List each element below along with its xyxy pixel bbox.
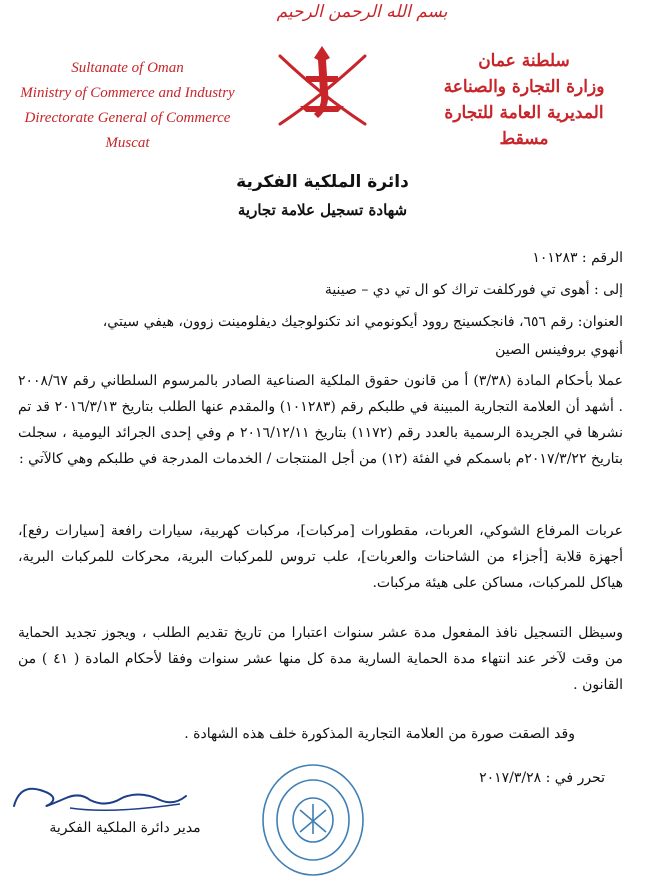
- department-title: دائرة الملكية الفكرية: [236, 172, 409, 192]
- arabic-letterhead: [410, 48, 638, 152]
- en-ministry: Ministry of Commerce and Industry: [20, 85, 235, 101]
- oman-khanjar-emblem-icon: [270, 36, 375, 136]
- en-directorate: Directorate General of Commerce: [24, 110, 231, 126]
- ar-country: سلطنة عمان: [478, 51, 570, 71]
- goods-list-paragraph: عربات المرفاع الشوكي، العربات، مقطورات [مركبات]، مركبات كهربية، سيارات رافعة [سيارات رفع]، أجهزة قلابة [أجزاء من الشاحنات والعربات]، علب تروس للمركبات البرية، محركات للمركبات البرية، هياكل للمركبات، مساكن على هيئة مركبات.: [18, 523, 623, 591]
- en-country: Sultanate of Oman: [71, 60, 184, 76]
- intro-paragraph: عملا بأحكام المادة (٣/٣٨) أ من قانون حقوق الملكية الصناعية الصادر بالمرسوم السلطاني رقم ٢٠٠٨/٦٧ . أشهد أن العلامة التجارية المبينة في طلبكم رقم (١٠١٢٨٣) والمقدم عنها الطلب بتاريخ ٢٠١٦/٣/١٣ قد تم نشرها في الجريدة الرسمية بالعدد رقم (١١٧٢) بتاريخ ٢٠١٦/١٢/١١ م وفي إحدى الجرائد اليومية ، سجلت بتاريخ ٢٠١٧/٣/٢٢م باسمكم في الفئة (١٢) من أجل المنتجات / الخدمات المدرجة في طلبكم وهي كالآتي :: [18, 373, 623, 467]
- registration-number: الرقم : ١٠١٢٨٣: [532, 250, 623, 266]
- english-letterhead: [10, 56, 245, 156]
- address-line-1: العنوان: رقم ٦٥٦، فانجكسينج روود أيكونومي اند تكنولوجيك ديفلومينت زوون، هيفي سيتي،: [102, 314, 623, 330]
- official-round-stamp-icon: [258, 760, 368, 880]
- attachment-note: وقد الصقت صورة من العلامة التجارية المذكورة خلف هذه الشهادة .: [184, 726, 575, 742]
- handwritten-signature-icon: [10, 778, 190, 820]
- certificate-title: شهادة تسجيل علامة تجارية: [237, 201, 408, 219]
- en-city: Muscat: [105, 135, 150, 151]
- basmala: بسم الله الرحمن الرحيم: [276, 2, 448, 22]
- issue-date: تحرر في : ٢٠١٧/٣/٢٨: [479, 770, 605, 786]
- address-line-2: أنهوي بروفينس الصين: [495, 342, 623, 358]
- ar-directorate: المديرية العامة للتجارة: [444, 103, 604, 123]
- validity-paragraph: وسيظل التسجيل نافذ المفعول مدة عشر سنوات اعتبارا من تاريخ تقديم الطلب ، ويجوز تجديد الحماية من وقت لآخر عند انتهاء مدة الحماية السارية مدة كل منها عشر سنوات وفقا لأحكام المادة ( ٤١ ) من القانون .: [18, 625, 623, 693]
- signatory-title: مدير دائرة الملكية الفكرية: [49, 820, 201, 836]
- recipient: إلى : أهوى تي فوركلفت تراك كو ال تي دي – صينية: [324, 282, 623, 298]
- ar-ministry: وزارة التجارة والصناعة: [443, 77, 605, 97]
- ar-city: مسقط: [499, 129, 549, 149]
